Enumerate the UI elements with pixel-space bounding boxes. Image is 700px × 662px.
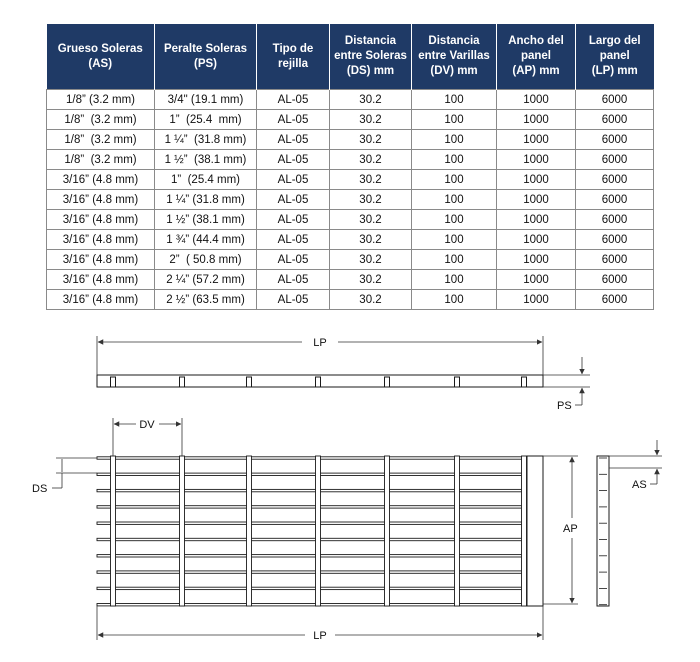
table-cell: 1/8” (3.2 mm): [47, 130, 155, 150]
table-cell: 1/8” (3.2 mm): [47, 90, 155, 110]
table-cell: 1000: [497, 110, 576, 130]
table-cell: 2” ( 50.8 mm): [155, 250, 257, 270]
table-cell: 6000: [576, 210, 654, 230]
table-cell: 30.2: [330, 110, 412, 130]
side-view-rods: [111, 377, 527, 387]
table-cell: 30.2: [330, 170, 412, 190]
top-view-cross-rods: [111, 456, 527, 606]
header-cell-dv: Distancia entre Varillas (DV) mm: [412, 24, 497, 90]
header-cell-as: Grueso Soleras (AS): [47, 24, 155, 90]
table-cell: 6000: [576, 170, 654, 190]
table-cell: 2 ½” (63.5 mm): [155, 290, 257, 310]
header-cell-type: Tipo de rejilla: [257, 24, 330, 90]
table-cell: 30.2: [330, 230, 412, 250]
table-cell: 30.2: [330, 90, 412, 110]
top-view-end-frame: [527, 456, 543, 606]
table-cell: 6000: [576, 150, 654, 170]
cross-rod: [455, 456, 460, 606]
table-cell: 1 ¾” (44.4 mm): [155, 230, 257, 250]
table-cell: 1000: [497, 170, 576, 190]
table-cell: 100: [412, 190, 497, 210]
side-view-rod: [455, 377, 460, 387]
cross-rod: [111, 456, 116, 606]
table-body: [47, 90, 654, 310]
table-row: [47, 190, 654, 210]
table-cell: 1 ½” (38.1 mm): [155, 150, 257, 170]
header-row: [47, 24, 654, 90]
table-cell: AL-05: [257, 170, 330, 190]
table-cell: 6000: [576, 130, 654, 150]
cross-rod: [180, 456, 185, 606]
table-cell: 100: [412, 90, 497, 110]
table-cell: 30.2: [330, 190, 412, 210]
table-cell: 1” (25.4 mm): [155, 110, 257, 130]
table-cell: 100: [412, 250, 497, 270]
table-cell: 2 ¼” (57.2 mm): [155, 270, 257, 290]
cross-rod: [385, 456, 390, 606]
table-cell: AL-05: [257, 210, 330, 230]
header-cell-lp: Largo del panel (LP) mm: [576, 24, 654, 90]
table-row: [47, 170, 654, 190]
table-cell: 3/16” (4.8 mm): [47, 230, 155, 250]
table-cell: AL-05: [257, 150, 330, 170]
table-cell: 1000: [497, 130, 576, 150]
table-cell: 1/8” (3.2 mm): [47, 150, 155, 170]
table-cell: 3/16” (4.8 mm): [47, 290, 155, 310]
table-cell: AL-05: [257, 290, 330, 310]
table-cell: 100: [412, 170, 497, 190]
table-cell: 1/8” (3.2 mm): [47, 110, 155, 130]
cross-rod: [316, 456, 321, 606]
header-cell-ds: Distancia entre Soleras (DS) mm: [330, 24, 412, 90]
table-row: [47, 270, 654, 290]
table-row: [47, 130, 654, 150]
ds-label: DS: [32, 483, 48, 495]
table-row: [47, 110, 654, 130]
table-row: [47, 90, 654, 110]
side-view-rod: [111, 377, 116, 387]
ps-label: PS: [557, 400, 572, 412]
table-cell: 30.2: [330, 130, 412, 150]
table-cell: 30.2: [330, 270, 412, 290]
table-header: [47, 24, 654, 90]
grating-technical-drawing: [0, 320, 700, 662]
side-view-rod: [247, 377, 252, 387]
table-cell: 1000: [497, 250, 576, 270]
table-cell: 1000: [497, 90, 576, 110]
cross-rod: [247, 456, 252, 606]
table-cell: 6000: [576, 230, 654, 250]
header-cell-ap: Ancho del panel (AP) mm: [497, 24, 576, 90]
table-cell: 30.2: [330, 290, 412, 310]
grating-spec-table: [46, 24, 654, 310]
as-dimension: [609, 440, 662, 484]
table-cell: 100: [412, 290, 497, 310]
table-cell: 30.2: [330, 210, 412, 230]
table-cell: 1000: [497, 270, 576, 290]
table-cell: AL-05: [257, 190, 330, 210]
side-view: [97, 375, 543, 387]
table-cell: 1000: [497, 190, 576, 210]
table-cell: 6000: [576, 290, 654, 310]
dv-label: DV: [139, 419, 155, 431]
table-cell: 3/16” (4.8 mm): [47, 250, 155, 270]
table-cell: 1000: [497, 230, 576, 250]
table-cell: 1000: [497, 150, 576, 170]
table-cell: 1 ¼” (31.8 mm): [155, 190, 257, 210]
table-cell: 100: [412, 210, 497, 230]
table-row: [47, 250, 654, 270]
table-cell: AL-05: [257, 90, 330, 110]
table-cell: 3/16” (4.8 mm): [47, 190, 155, 210]
ps-dimension: [543, 357, 590, 405]
table-cell: 6000: [576, 110, 654, 130]
end-section-view: [597, 456, 609, 606]
side-view-rod: [180, 377, 185, 387]
table-cell: AL-05: [257, 270, 330, 290]
as-label: AS: [632, 479, 647, 491]
table-cell: AL-05: [257, 230, 330, 250]
header-cell-ps: Peralte Soleras (PS): [155, 24, 257, 90]
table-cell: 100: [412, 230, 497, 250]
table-row: [47, 210, 654, 230]
side-view-rod: [385, 377, 390, 387]
table-cell: 6000: [576, 270, 654, 290]
lp-top-label: LP: [313, 337, 327, 349]
table-cell: 3/16” (4.8 mm): [47, 210, 155, 230]
table-cell: 100: [412, 110, 497, 130]
table-row: [47, 290, 654, 310]
cross-rod: [522, 456, 527, 606]
table-cell: 100: [412, 270, 497, 290]
table-cell: 3/16” (4.8 mm): [47, 270, 155, 290]
table-cell: 6000: [576, 190, 654, 210]
table-cell: 30.2: [330, 150, 412, 170]
ap-label: AP: [563, 523, 578, 535]
table-cell: 100: [412, 130, 497, 150]
table-cell: 30.2: [330, 250, 412, 270]
side-view-rod: [316, 377, 321, 387]
side-view-rod: [522, 377, 527, 387]
table-cell: 1000: [497, 290, 576, 310]
table-cell: 100: [412, 150, 497, 170]
table-row: [47, 230, 654, 250]
table-cell: 1 ¼” (31.8 mm): [155, 130, 257, 150]
table-cell: 1000: [497, 210, 576, 230]
table-row: [47, 150, 654, 170]
table-cell: 6000: [576, 250, 654, 270]
table-cell: 3/16” (4.8 mm): [47, 170, 155, 190]
ds-dimension: [52, 458, 97, 488]
table-cell: 1” (25.4 mm): [155, 170, 257, 190]
table-cell: AL-05: [257, 110, 330, 130]
lp-bottom-label: LP: [313, 630, 327, 642]
table-cell: 1 ½” (38.1 mm): [155, 210, 257, 230]
table-cell: AL-05: [257, 130, 330, 150]
table-cell: AL-05: [257, 250, 330, 270]
table-cell: 6000: [576, 90, 654, 110]
table-cell: 3/4" (19.1 mm): [155, 90, 257, 110]
